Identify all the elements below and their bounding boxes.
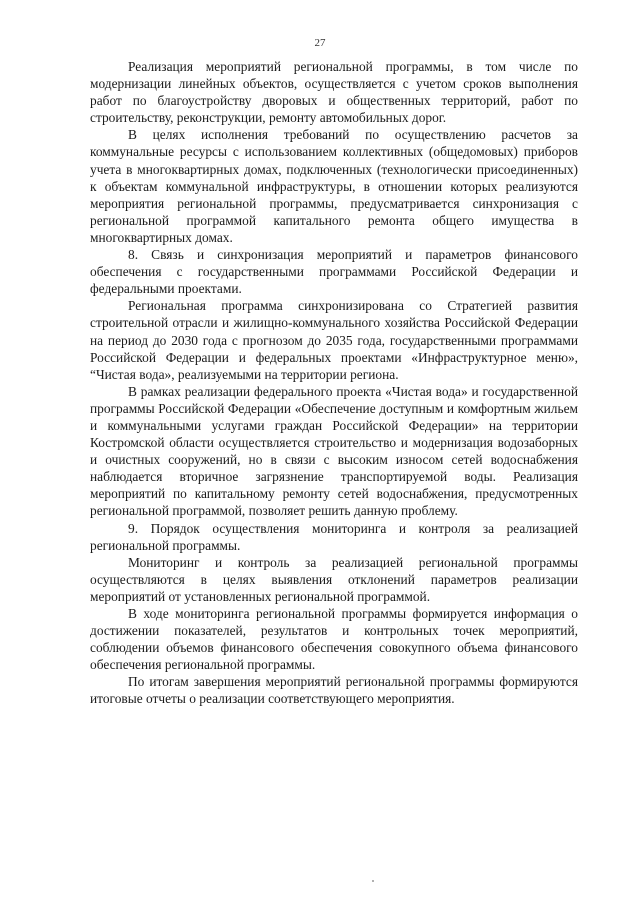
paragraph-monitoring-info: В ходе мониторинга региональной программы формируется информация о достижении показателей, результатов и контрольных точек мероприятий, соблюдении объемов финансового обеспечения совокупного объема финансового обеспечения региональной программы. [90,606,578,673]
paragraph-linear-objects: Реализация мероприятий региональной программы, в том числе по модернизации линейных объектов, осуществляется с учетом сроков выполнения работ по благоустройству дворовых и общественных территорий, работ по строительству, реконструкции, ремонту автомобильных дорог. [90,59,578,126]
section-heading-8: 8. Связь и синхронизация мероприятий и параметров финансового обеспечения с государственными программами Российской Федерации и федеральными проектами. [90,247,578,297]
page-number: 27 [314,37,326,49]
paragraph-strategy-sync: Региональная программа синхронизирована со Стратегией развития строительной отрасли и жилищно-коммунального хозяйства Российской Федерации на период до 2030 года с прогнозом до 2035 года, государственными программами Российской Федерации и федеральных проектами «Инфраструктурное меню», “Чистая вода», реализуемыми на территории региона. [90,298,578,382]
paragraph-clean-water-project: В рамках реализации федерального проекта «Чистая вода» и государственной программы Российской Федерации «Обеспечение доступным и комфортным жильем и коммунальными услугами граждан Российской Федерации» на территории Костромской области осуществляется строительство и модернизация водозаборных и очистных сооружений, но в связи с высоким износом сетей водоснабжения наблюдается вторичное загрязнение транспортируемой воды. Реализация мероприятий по капитальному ремонту сетей водоснабжения, предусмотренных региональной программой, позволяет решить данную проблему. [90,383,578,519]
paragraph-final-reports: По итогам завершения мероприятий региональной программы формируются итоговые отчеты о реализации соответствующего мероприятия. [90,674,578,707]
paragraph-metering-devices: В целях исполнения требований по осуществлению расчетов за коммунальные ресурсы с использованием коллективных (общедомовых) приборов учета в многоквартирных домах, подключенных (технологически присоединенных) к объектам коммунальной инфраструктуры, в отношении которых реализуются мероприятия региональной программы, предусматривается синхронизация с региональной программой капитального ремонта общего имущества в многоквартирных домах. [90,127,578,245]
document-body [90,58,578,708]
paragraph-monitoring-purpose: Мониторинг и контроль за реализацией региональной программы осуществляются в целях выявления отклонений параметров реализации мероприятий от установленных региональной программой. [90,554,578,604]
section-heading-9: 9. Порядок осуществления мониторинга и контроля за реализацией региональной программы. [90,520,578,553]
scan-speck [372,880,374,882]
